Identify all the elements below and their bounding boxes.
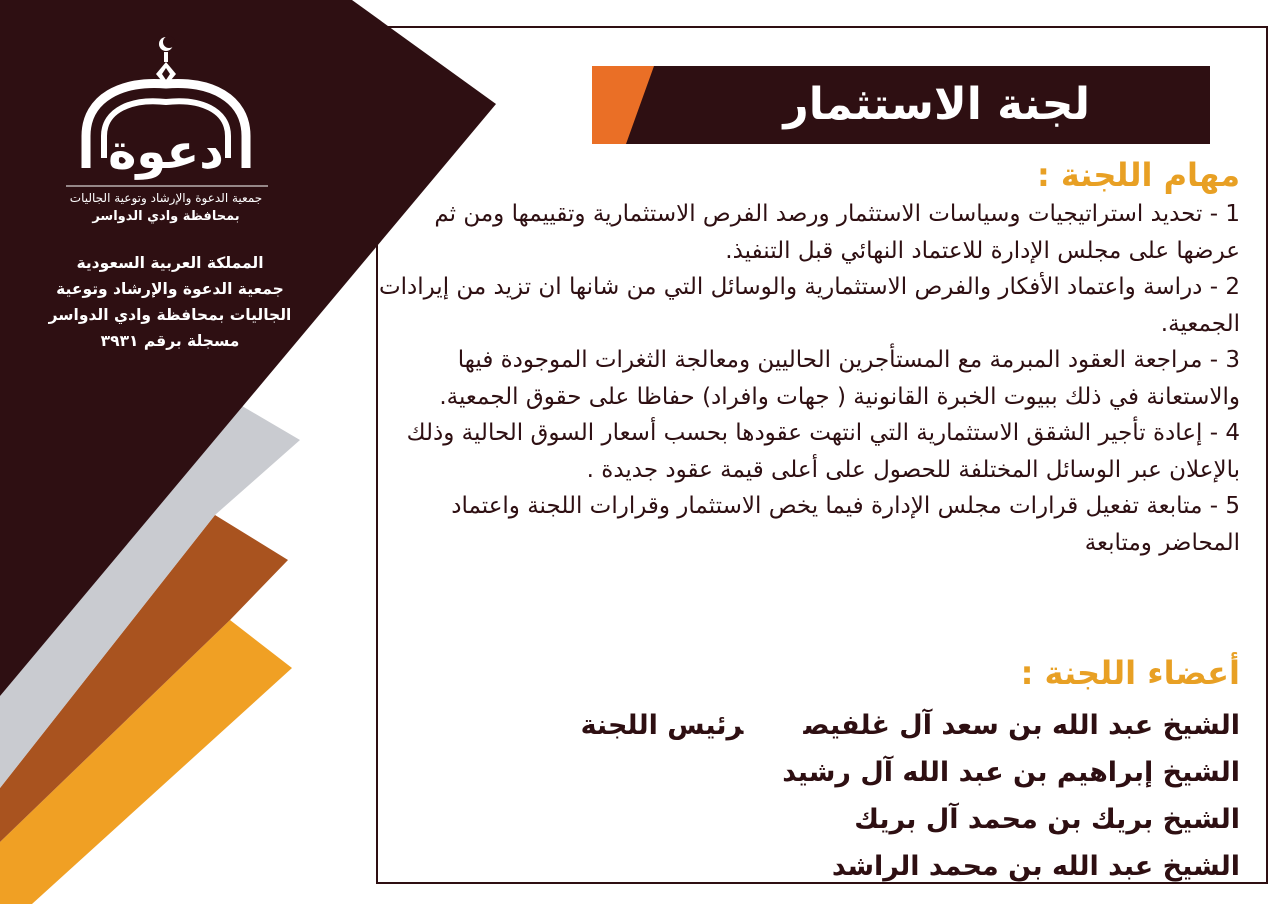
members-list [540, 702, 1240, 890]
logo [62, 18, 282, 228]
member-name: الشيخ بريك بن محمد آل بريك [854, 804, 1240, 835]
tasks-heading: مهام اللجنة : [1036, 156, 1240, 194]
task-item: 4 - إعادة تأجير الشقق الاستثمارية التي انتهت عقودها بحسب أسعار السوق الحالية وذلك بالإعلان عبر الوسائل المختلفة للحصول على أعلى قيمة عقود جديدة . [406, 420, 1240, 483]
member-row [540, 702, 1240, 749]
task-item: 2 - دراسة واعتماد الأفكار والفرص الاستثمارية والوسائل التي من شانها ان تزيد من إيرادات الجمعية. [378, 274, 1240, 337]
member-role: رئيس اللجنة [580, 710, 744, 741]
member-name: الشيخ عبد الله بن سعد آل غلفيص [803, 710, 1240, 741]
org-line-country: المملكة العربية السعودية [76, 254, 264, 272]
logo-region-text: بمحافظة وادي الدواسر [92, 209, 240, 224]
member-row [540, 749, 1240, 796]
org-line-association: جمعية الدعوة والإرشاد وتوعية [56, 280, 284, 298]
logo-brand-text: دعوة [108, 124, 224, 180]
org-line-registration: مسجلة برقم ٣٩٣١ [100, 332, 240, 350]
members-heading: أعضاء اللجنة : [1020, 654, 1240, 692]
organization-info [10, 250, 330, 354]
org-line-region: الجاليات بمحافظة وادي الدواسر [48, 306, 292, 324]
member-name: الشيخ إبراهيم بن عبد الله آل رشيد [782, 757, 1240, 788]
member-row [540, 843, 1240, 890]
page-title: لجنة الاستثمار [783, 79, 1090, 130]
member-row [540, 796, 1240, 843]
member-name: الشيخ عبد الله بن محمد الراشد [831, 851, 1240, 882]
tasks-list [370, 196, 1240, 561]
logo-org-text: جمعية الدعوة والإرشاد وتوعية الجاليات [69, 191, 263, 205]
task-item: 3 - مراجعة العقود المبرمة مع المستأجرين الحاليين ومعالجة الثغرات الموجودة فيها والاستعانة في ذلك ببيوت الخبرة القانونية ( جهات وافراد) حفاظا على حقوق الجمعية. [439, 347, 1240, 410]
task-item: 1 - تحديد استراتيجيات وسياسات الاستثمار ورصد الفرص الاستثمارية وتقييمها ومن ثم عرضها على مجلس الإدارة للاعتماد النهائي قبل التنفيذ. [434, 201, 1240, 264]
task-item: 5 - متابعة تفعيل قرارات مجلس الإدارة فيما يخص الاستثمار وقرارات اللجنة واعتماد المحاضر ومتابعة [451, 493, 1240, 556]
mosque-logo-icon [62, 18, 282, 228]
